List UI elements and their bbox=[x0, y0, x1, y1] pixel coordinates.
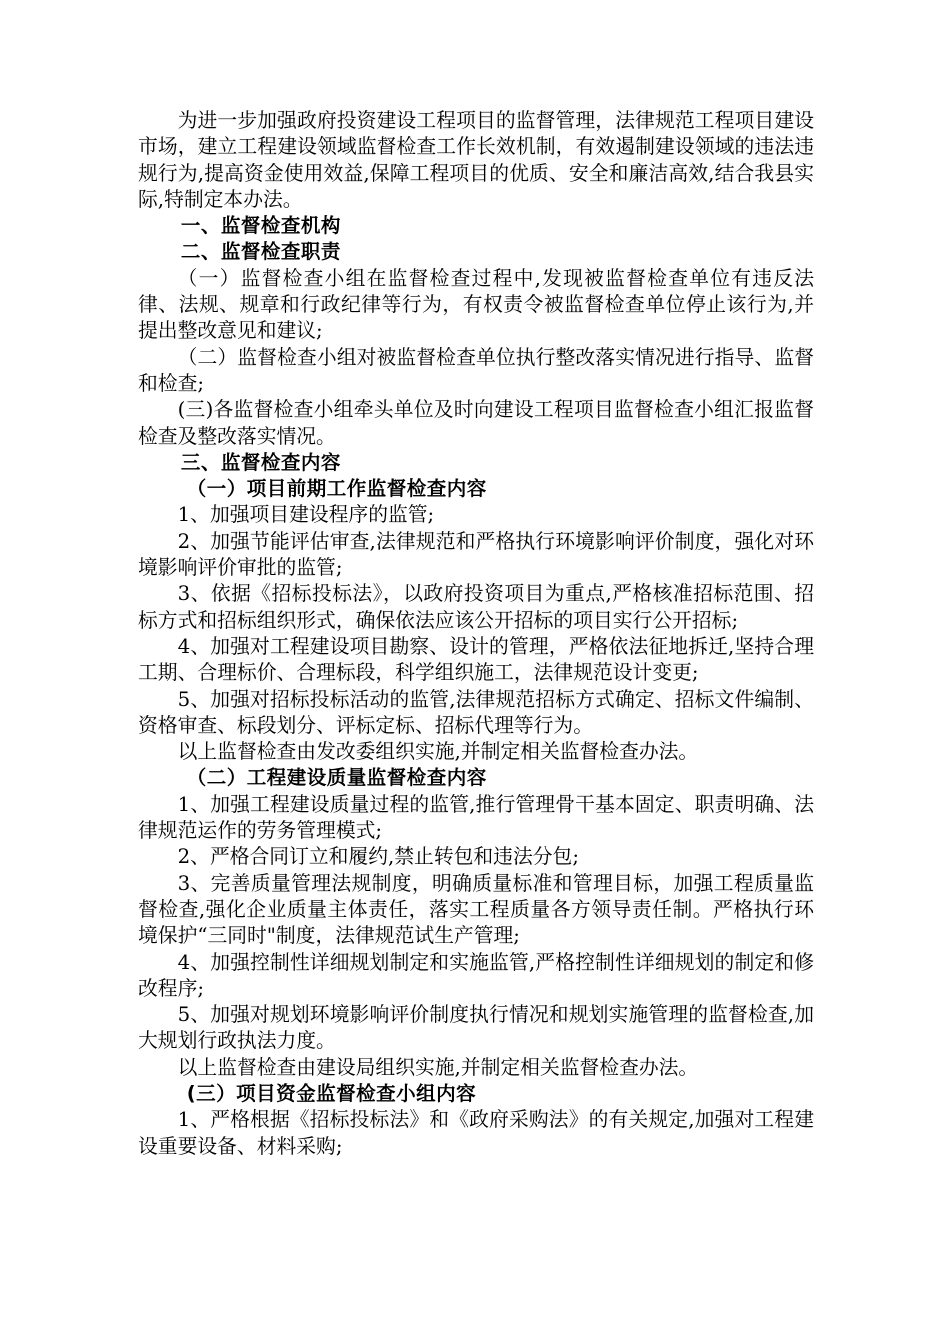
list-item: 2、严格合同订立和履约,禁止转包和违法分包; bbox=[177, 845, 579, 869]
section-heading-3: 三、监督检查内容 bbox=[180, 450, 341, 474]
list-item: 1、严格根据《招标投标法》和《政府采购法》的有关规定,加强对工程建设重要设备、材料采购; bbox=[138, 1108, 814, 1158]
section-heading-2: 二、监督检查职责 bbox=[180, 240, 341, 264]
list-item: 3、完善质量管理法规制度，明确质量标准和管理目标，加强工程质量监督检查,强化企业质量主体责任，落实工程质量各方领导责任制。严格执行环境保护“三同时"制度，法律规范试生产管理; bbox=[138, 871, 814, 948]
list-item: 1、加强工程建设质量过程的监管,推行管理骨干基本固定、职责明确、法律规范运作的劳务管理模式; bbox=[138, 792, 814, 843]
subsection-heading-2: （二）工程建设质量监督检查内容 bbox=[186, 766, 487, 790]
duty-paragraph-3: (三)各监督检查小组牵头单位及时向建设工程项目监督检查小组汇报监督检查及整改落实情况。 bbox=[138, 398, 814, 448]
list-item: 1、加强项目建设程序的监管; bbox=[177, 503, 435, 527]
duty-paragraph-2: （二）监督检查小组对被监督检查单位执行整改落实情况进行指导、监督和检查; bbox=[138, 345, 814, 395]
list-item: 2、加强节能评估审查,法律规范和严格执行环境影响评价制度，强化对环境影响评价审批的监管; bbox=[138, 529, 814, 580]
list-item: 5、加强对规划环境影响评价制度执行情况和规划实施管理的监督检查,加大规划行政执法力度。 bbox=[138, 1003, 814, 1053]
list-item: 3、依据《招标投标法》，以政府投资项目为重点,严格核准招标范围、招标方式和招标组织形式，确保依法应该公开招标的项目实行公开招标; bbox=[138, 582, 814, 632]
list-item: 5、加强对招标投标活动的监管,法律规范招标方式确定、招标文件编制、资格审查、标段划分、评标定标、招标代理等行为。 bbox=[138, 687, 814, 737]
subsection-heading-1: （一）项目前期工作监督检查内容 bbox=[186, 477, 487, 501]
subsection-note-2: 以上监督检查由建设局组织实施,并制定相关监督检查办法。 bbox=[177, 1055, 699, 1079]
subsection-heading-3: (三）项目资金监督检查小组内容 bbox=[186, 1081, 477, 1105]
list-item: 4、加强控制性详细规划制定和实施监管,严格控制性详细规划的制定和修改程序; bbox=[138, 950, 814, 1000]
subsection-note-1: 以上监督检查由发改委组织实施,并制定相关监督检查办法。 bbox=[177, 740, 699, 764]
document-body bbox=[138, 108, 814, 1160]
list-item: 4、加强对工程建设项目勘察、设计的管理，严格依法征地拆迁,坚持合理工期、合理标价、合理标段，科学组织施工，法律规范设计变更; bbox=[138, 634, 814, 685]
section-heading-1: 一、监督检查机构 bbox=[180, 214, 341, 238]
intro-paragraph: 为进一步加强政府投资建设工程项目的监督管理，法律规范工程项目建设市场，建立工程建设领域监督检查工作长效机制，有效遏制建设领域的违法违规行为,提高资金使用效益,保障工程项目的优质、安全和廉洁高效,结合我县实际,特制定本办法。 bbox=[138, 109, 814, 211]
duty-paragraph-1: （一）监督检查小组在监督检查过程中,发现被监督检查单位有违反法律、法规、规章和行政纪律等行为，有权责令被监督检查单位停止该行为,并提出整改意见和建议; bbox=[138, 266, 814, 343]
